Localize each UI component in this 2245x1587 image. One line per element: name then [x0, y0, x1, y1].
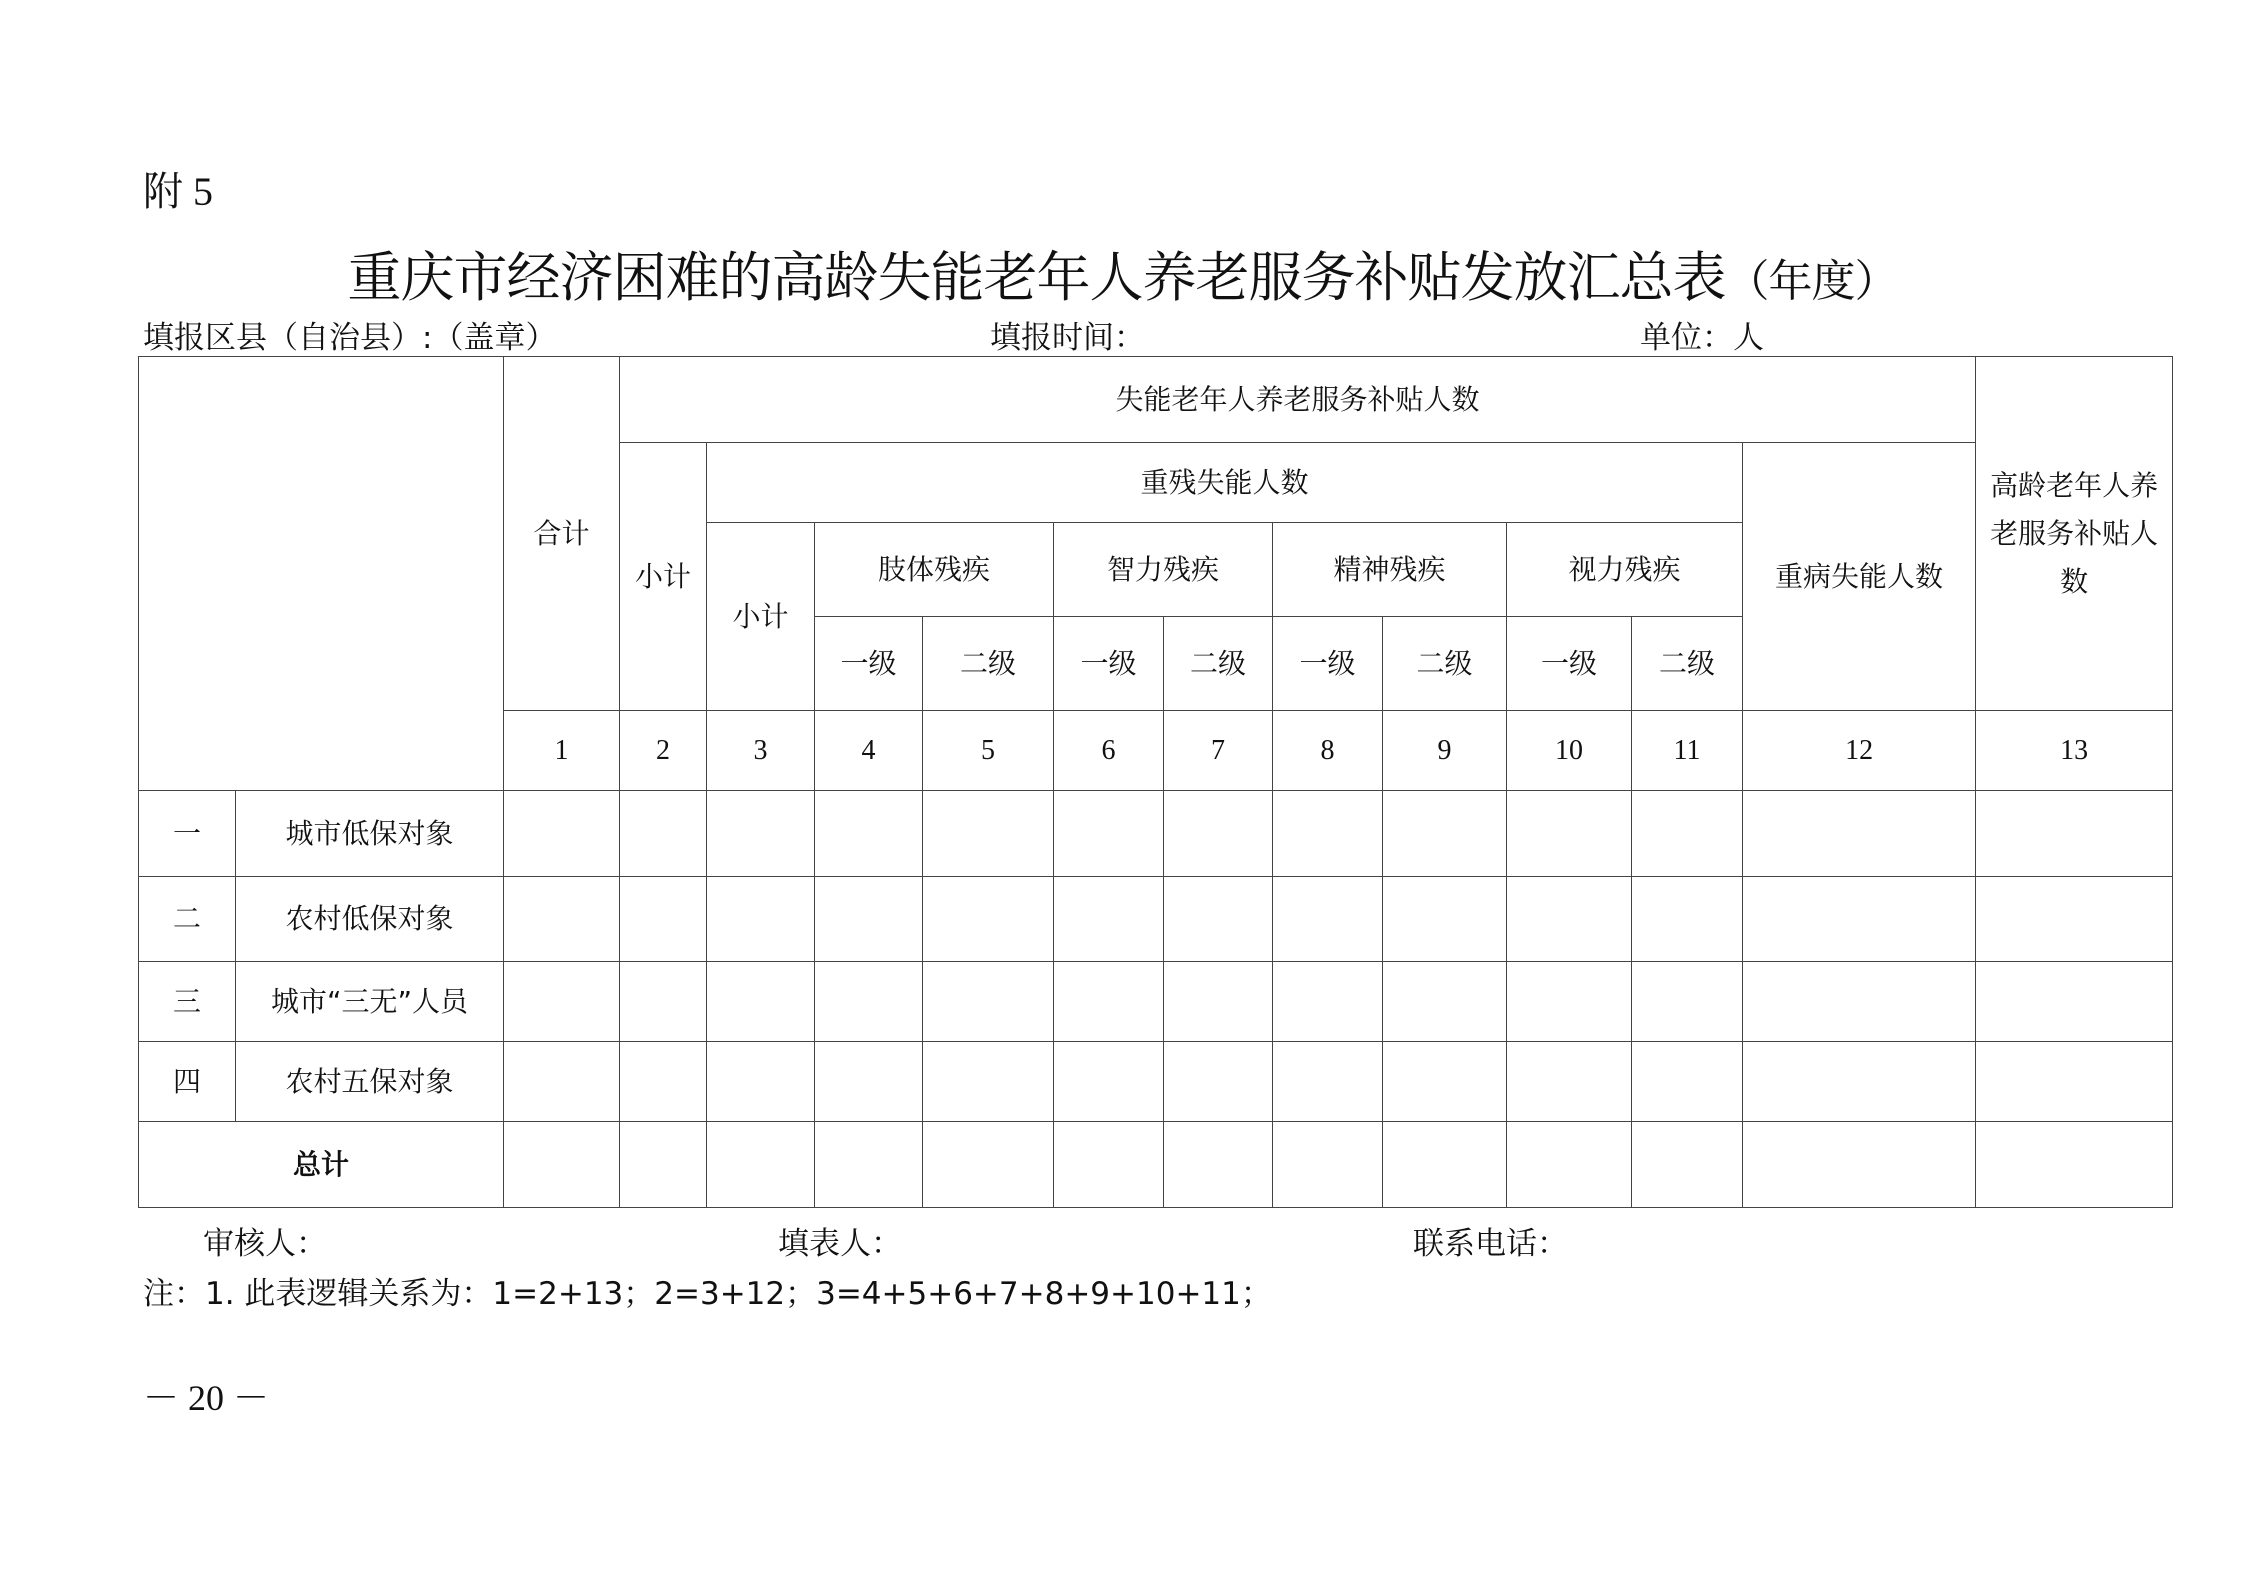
row-label: 农村低保对象: [236, 877, 504, 962]
data-cell[interactable]: [1632, 1122, 1743, 1208]
column-number: 11: [1632, 711, 1743, 791]
phone-label: 联系电话：: [1413, 1226, 1568, 1262]
data-cell[interactable]: [1743, 1122, 1976, 1208]
column-number: 10: [1507, 711, 1632, 791]
data-cell[interactable]: [1507, 791, 1632, 877]
data-cell[interactable]: [707, 962, 815, 1042]
header-grade1: 一级: [1507, 617, 1632, 711]
column-number: 2: [620, 711, 707, 791]
header-severe-group: 重残失能人数: [707, 443, 1743, 523]
data-cell[interactable]: [1743, 791, 1976, 877]
title-suffix: （年度）: [1725, 256, 1898, 307]
header-grade2: 二级: [1632, 617, 1743, 711]
column-number: 1: [504, 711, 620, 791]
data-cell[interactable]: [707, 1122, 815, 1208]
data-cell[interactable]: [1976, 962, 2173, 1042]
data-cell[interactable]: [923, 1042, 1054, 1122]
column-number: 13: [1976, 711, 2173, 791]
data-cell[interactable]: [1273, 791, 1383, 877]
data-cell[interactable]: [504, 962, 620, 1042]
data-cell[interactable]: [1054, 791, 1164, 877]
data-cell[interactable]: [1273, 1042, 1383, 1122]
data-cell[interactable]: [1054, 1122, 1164, 1208]
row-index: 二: [139, 877, 236, 962]
data-cell[interactable]: [1976, 1042, 2173, 1122]
table-row: [139, 962, 2173, 1042]
data-cell[interactable]: [1383, 1042, 1507, 1122]
column-number: 9: [1383, 711, 1507, 791]
column-number: 8: [1273, 711, 1383, 791]
data-cell[interactable]: [504, 1042, 620, 1122]
header-visual: 视力残疾: [1507, 523, 1743, 617]
page-number: － 20 －: [143, 1378, 270, 1418]
row-index: 三: [139, 962, 236, 1042]
data-cell[interactable]: [1507, 877, 1632, 962]
column-number: 12: [1743, 711, 1976, 791]
header-elderly-subsidy: 高龄老年人养老服务补贴人数: [1976, 357, 2173, 711]
data-cell[interactable]: [1507, 962, 1632, 1042]
data-cell[interactable]: [1743, 877, 1976, 962]
header-serious-illness: 重病失能人数: [1743, 443, 1976, 711]
filler-label: 填表人：: [778, 1226, 902, 1262]
row-label: 城市低保对象: [236, 791, 504, 877]
data-cell[interactable]: [815, 1042, 923, 1122]
column-number: 4: [815, 711, 923, 791]
data-cell[interactable]: [504, 791, 620, 877]
header-grade1: 一级: [1054, 617, 1164, 711]
grand-total-label: 总计: [139, 1122, 504, 1208]
header-mental: 精神残疾: [1273, 523, 1507, 617]
data-cell[interactable]: [620, 1042, 707, 1122]
data-cell[interactable]: [1164, 1122, 1273, 1208]
table-row: [139, 1042, 2173, 1122]
title-main: 重庆市经济困难的高龄失能老年人养老服务补贴发放汇总表: [347, 246, 1726, 309]
row-label: 城市“三无”人员: [236, 962, 504, 1042]
attachment-label: 附 5: [143, 169, 213, 214]
data-cell[interactable]: [1743, 962, 1976, 1042]
data-cell[interactable]: [815, 1122, 923, 1208]
data-cell[interactable]: [815, 877, 923, 962]
data-cell[interactable]: [1632, 877, 1743, 962]
total-row: [139, 1122, 2173, 1208]
data-cell[interactable]: [1164, 962, 1273, 1042]
data-cell[interactable]: [1507, 1122, 1632, 1208]
data-cell[interactable]: [504, 1122, 620, 1208]
data-cell[interactable]: [923, 791, 1054, 877]
data-cell[interactable]: [923, 962, 1054, 1042]
data-cell[interactable]: [1383, 1122, 1507, 1208]
header-grade2: 二级: [1383, 617, 1507, 711]
data-cell[interactable]: [1507, 1042, 1632, 1122]
data-cell[interactable]: [815, 962, 923, 1042]
row-label: 农村五保对象: [236, 1042, 504, 1122]
data-cell[interactable]: [1976, 877, 2173, 962]
data-cell[interactable]: [1164, 791, 1273, 877]
data-cell[interactable]: [1632, 791, 1743, 877]
reviewer-label: 审核人：: [203, 1226, 327, 1262]
fill-time-label: 填报时间：: [990, 320, 1145, 356]
data-cell[interactable]: [1164, 1042, 1273, 1122]
header-grade1: 一级: [1273, 617, 1383, 711]
data-cell[interactable]: [923, 877, 1054, 962]
table-note: 注：1. 此表逻辑关系为：1=2+13；2=3+12；3=4+5+6+7+8+9+10+11；: [143, 1276, 1272, 1312]
data-cell[interactable]: [1632, 962, 1743, 1042]
data-cell[interactable]: [1383, 877, 1507, 962]
data-cell[interactable]: [1273, 877, 1383, 962]
row-index: 四: [139, 1042, 236, 1122]
data-cell[interactable]: [1743, 1042, 1976, 1122]
data-cell[interactable]: [1632, 1042, 1743, 1122]
data-cell[interactable]: [1054, 877, 1164, 962]
data-cell[interactable]: [1976, 791, 2173, 877]
data-cell[interactable]: [620, 1122, 707, 1208]
summary-table: [138, 356, 2173, 1208]
header-intellect: 智力残疾: [1054, 523, 1273, 617]
header-grade1: 一级: [815, 617, 923, 711]
data-cell[interactable]: [1273, 1122, 1383, 1208]
table-row: [139, 877, 2173, 962]
data-cell[interactable]: [707, 791, 815, 877]
data-cell[interactable]: [1976, 1122, 2173, 1208]
data-cell[interactable]: [620, 791, 707, 877]
column-number: 7: [1164, 711, 1273, 791]
data-cell[interactable]: [707, 877, 815, 962]
header-limb: 肢体残疾: [815, 523, 1054, 617]
data-cell[interactable]: [1054, 1042, 1164, 1122]
data-cell[interactable]: [707, 1042, 815, 1122]
header-subtotal-a: 小计: [620, 443, 707, 711]
data-cell[interactable]: [620, 877, 707, 962]
page-title: [0, 235, 2245, 312]
data-cell[interactable]: [504, 877, 620, 962]
fill-district-label: 填报区县（自治县）:（盖章）: [143, 320, 557, 356]
data-cell[interactable]: [1383, 962, 1507, 1042]
data-cell[interactable]: [815, 791, 923, 877]
header-grade2: 二级: [1164, 617, 1273, 711]
header-disabled-group: 失能老年人养老服务补贴人数: [620, 357, 1976, 443]
header-grade2: 二级: [923, 617, 1054, 711]
data-cell[interactable]: [1273, 962, 1383, 1042]
data-cell[interactable]: [1164, 877, 1273, 962]
column-number: 5: [923, 711, 1054, 791]
data-cell[interactable]: [1054, 962, 1164, 1042]
header-total: 合计: [504, 357, 620, 711]
data-cell[interactable]: [620, 962, 707, 1042]
column-number: 6: [1054, 711, 1164, 791]
table-row: [139, 791, 2173, 877]
column-number: 3: [707, 711, 815, 791]
header-subtotal-b: 小计: [707, 523, 815, 711]
unit-label: 单位：人: [1640, 320, 1764, 356]
data-cell[interactable]: [923, 1122, 1054, 1208]
corner-cell: [139, 357, 504, 791]
row-index: 一: [139, 791, 236, 877]
data-cell[interactable]: [1383, 791, 1507, 877]
